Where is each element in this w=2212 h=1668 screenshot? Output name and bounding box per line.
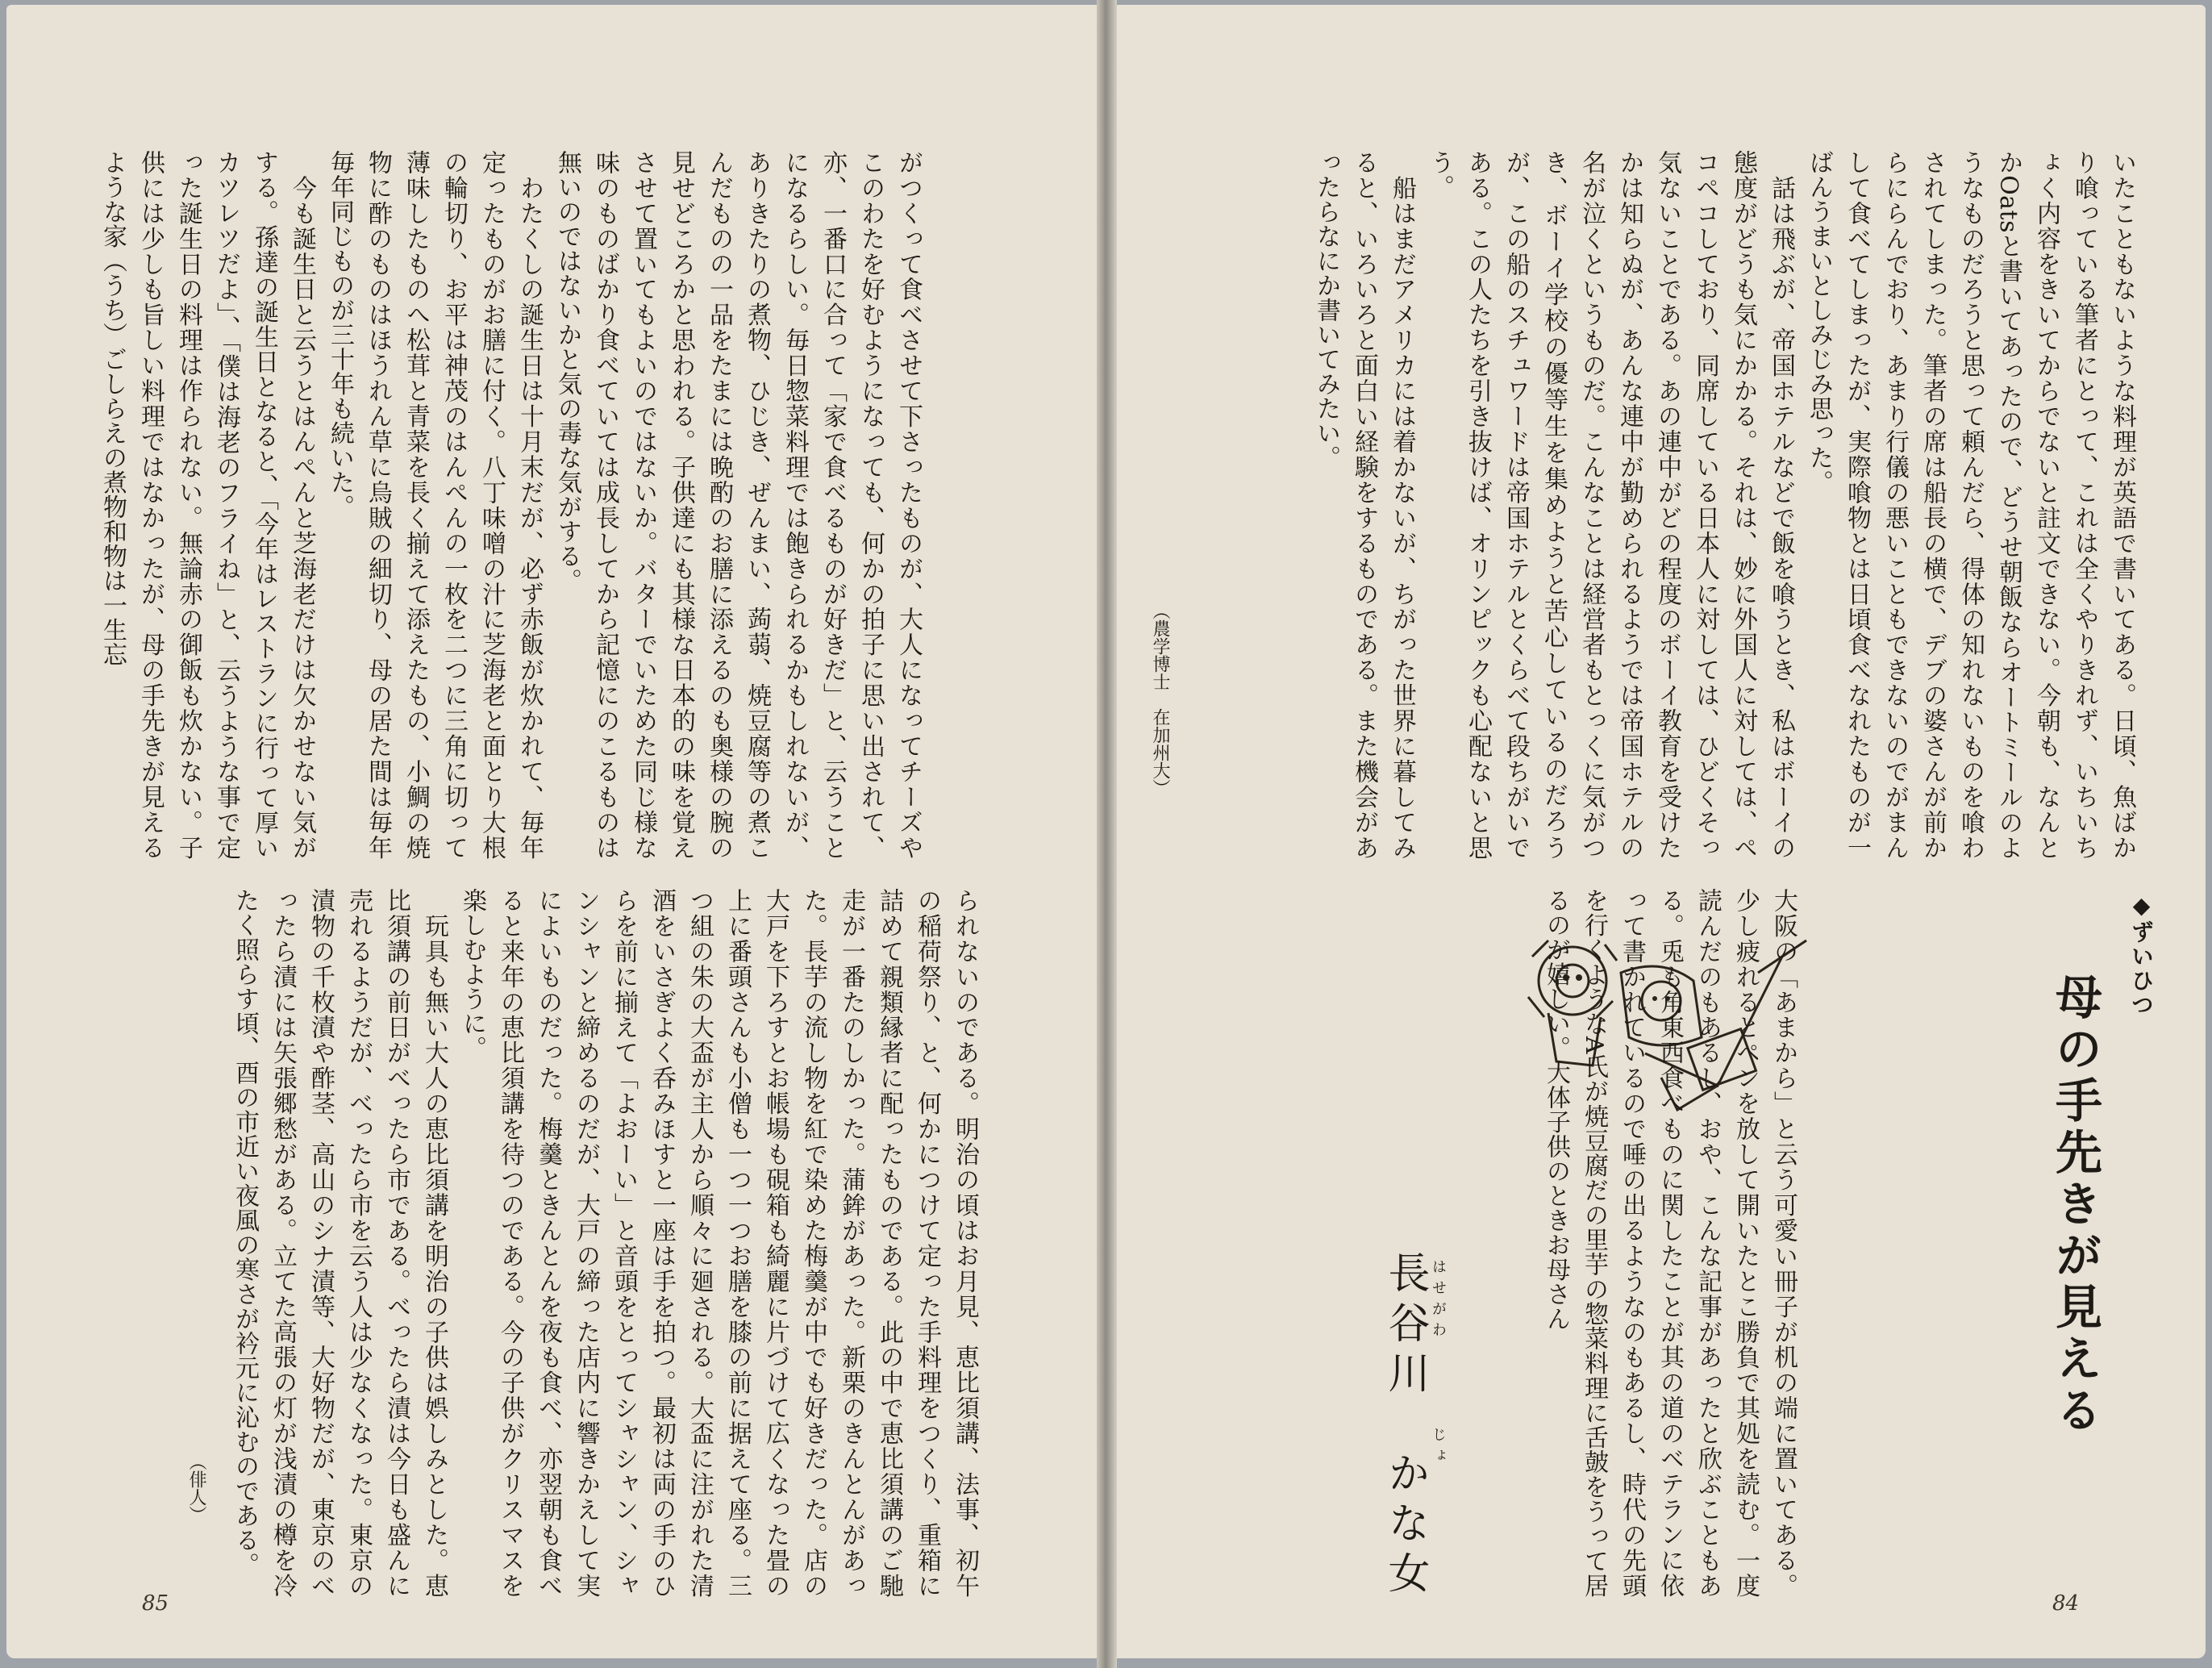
essay-title: 母の手先きが見える <box>2047 973 2102 1437</box>
right-lower-body-text: 大阪の「あまから」と云う可愛い冊子が机の端に置いてある。少し疲れるとペンを放して開いたとこ勝負で其処を読む。一度読んだのもあるし、おや、こんな記事があったと欣ぶこともある。兎も角東西食べものに関したことが其の道のベテランに依って書かれているので唾の出るようなのもあるし、時代の先頭を行くようなA氏が焼豆腐だの里芋の惣菜料理に舌皷をうって居るのが嬉しい。大体子供のときお母さん <box>1542 888 1798 1598</box>
left-page-number: 85 <box>142 1591 169 1616</box>
right-page <box>1117 5 2206 1658</box>
right-page-number: 84 <box>2052 1591 2080 1616</box>
series-label: ◆ずいひつ <box>2128 892 2155 1017</box>
left-author-credit: （俳人） <box>186 1453 206 1524</box>
book-gutter <box>1097 0 1117 1668</box>
author-name-reading: はせがわ じょ <box>1430 1259 1447 1469</box>
right-author-credit: （農学博士 在加州大） <box>1150 602 1170 797</box>
author-name: 長谷川 かな女 <box>1381 1251 1429 1601</box>
left-lower-body-text: られないのである。明治の頃はお月見、恵比須講、法事、初午の稲荷祭り、と、何かにつけて定った手料理をつくり、重箱に詰めて親類縁者に配ったものである。此の中で恵比須講のご馳走が一番たのしかった。蒲鉾があった。新栗のきんとんがあった。長芋の流し物を紅で染めた梅羹が中でも好きだった。店の大戸を下ろすとお帳場も硯箱も綺麗に片づけて広くなった畳の上に番頭さんも小僧も一つ一つお膳を膝の前に据えて座る。三つ組の朱の大盃が主人から順々に廻される。大盃に注がれた清酒をいさぎよく呑みほすと一座は手を拍つ。最初は両の手のひらを前に揃えて「よおーい」と音頭をとってシャシャン、シャンシャンと締めるのだが、大戸の締った店内に響きかえして実によいものだった。梅羹ときんとんを夜も食べ、亦翌朝も食べると来年の恵比須講を待つのである。今の子供がクリスマスを楽しむように。 玩具も無い大人の恵比須講を明治の子供は娯しみとした。恵比須講の前日がべったら市である。べったら漬は今日も盛んに売れるようだが、べったら市を云う人は少なくなった。東京の漬物の千枚漬や酢茎、高山のシナ漬等、大好物だが、東京のべったら漬には矢張郷愁がある。立てた高張の灯が浅漬の樽を冷たく照らす頃、酉の市近い夜風の寒さが衿元に沁むのである。 <box>231 888 979 1598</box>
right-upper-body-text: いたこともないような料理が英語で書いてある。日頃、魚ばかり喰っている筆者にとって、これは全くやりきれず、いちいちょく内容をきいてからでないと註文できない。今朝も、なんとかOatsと書いてあったので、どうせ朝飯ならオートミールのようなものだろうと思って頼んだら、得体の知れないものを喰わされてしまった。筆者の席は船長の横で、デブの婆さんが前からにらんでおり、あまり行儀の悪いこともできないのでがまんして食べてしまったが、実際喰物とは日頃食べなれたものが一ばんうまいとしみじみ思った。 話は飛ぶが、帝国ホテルなどで飯を喰うとき、私はボーイの態度がどうも気にかかる。それは、妙に外国人に対しては、ペコペコしており、同席している日本人に対しては、ひどくそっ気ないことである。あの連中がどの程度のボーイ教育を受けたかは知らぬが、あんな連中が勤められるようでは帝国ホテルの名が泣くというものだ。こんなことは経営者もとっくに気がつき、ボーイ学校の優等生を集めようと苦心しているのだろうが、この船のスチュワードは帝国ホテルとくらべて段ちがいである。この人たちを引き抜けば、オリンピックも心配ないと思う。 船はまだアメリカには着かないが、ちがった世界に暮してみると、いろいろと面白い経験をするものである。また機会があったらなにか書いてみたい。 <box>1312 150 2136 860</box>
left-upper-body-text: がつくって食べさせて下さったものが、大人になってチーズやこのわたを好むようになっても、何かの拍子に思い出されて、亦、一番口に合って「家で食べるものが好きだ」と、云うことになるらしい。毎日惣菜料理では飽きられるかもしれないが、ありきたりの煮物、ひじき、ぜんまい、蒟蒻、焼豆腐等の煮こんだものの一品をたまには晩酌のお膳に添えるのも奥様の腕の見せどころかと思われる。子供達にも其様な日本的の味を覚えさせて置いてもよいのではないか。バターでいためた同じ様な味のものばかり食べていては成長してから記憶にのこるものは無いのではないかと気の毒な気がする。 わたくしの誕生日は十月末だが、必ず赤飯が炊かれて、毎年定ったものがお膳に付く。八丁味噌の汁に芝海老と面とり大根の輪切り、お平は神茂のはんぺんの一枚を二つに三角に切って薄味したものへ松茸と青菜を長く揃えて添えたもの、小鯛の焼物に酢のものはほうれん草に烏賊の細切り、母の居た間は毎年毎年同じものが三十年も続いた。 今も誕生日と云うとはんぺんと芝海老だけは欠かせない気がする。孫達の誕生日となると、「今年はレストランに行って厚いカツレツだよ」、「僕は海老のフライね」と、云うような事で定った誕生日の料理は作られない。無論赤の御飯も炊かない。子供には少しも旨しい料理ではなかったが、母の手先きが見えるような家（うち）ごしらえの煮物和物は一生忘 <box>98 150 923 860</box>
left-page <box>6 5 1097 1658</box>
